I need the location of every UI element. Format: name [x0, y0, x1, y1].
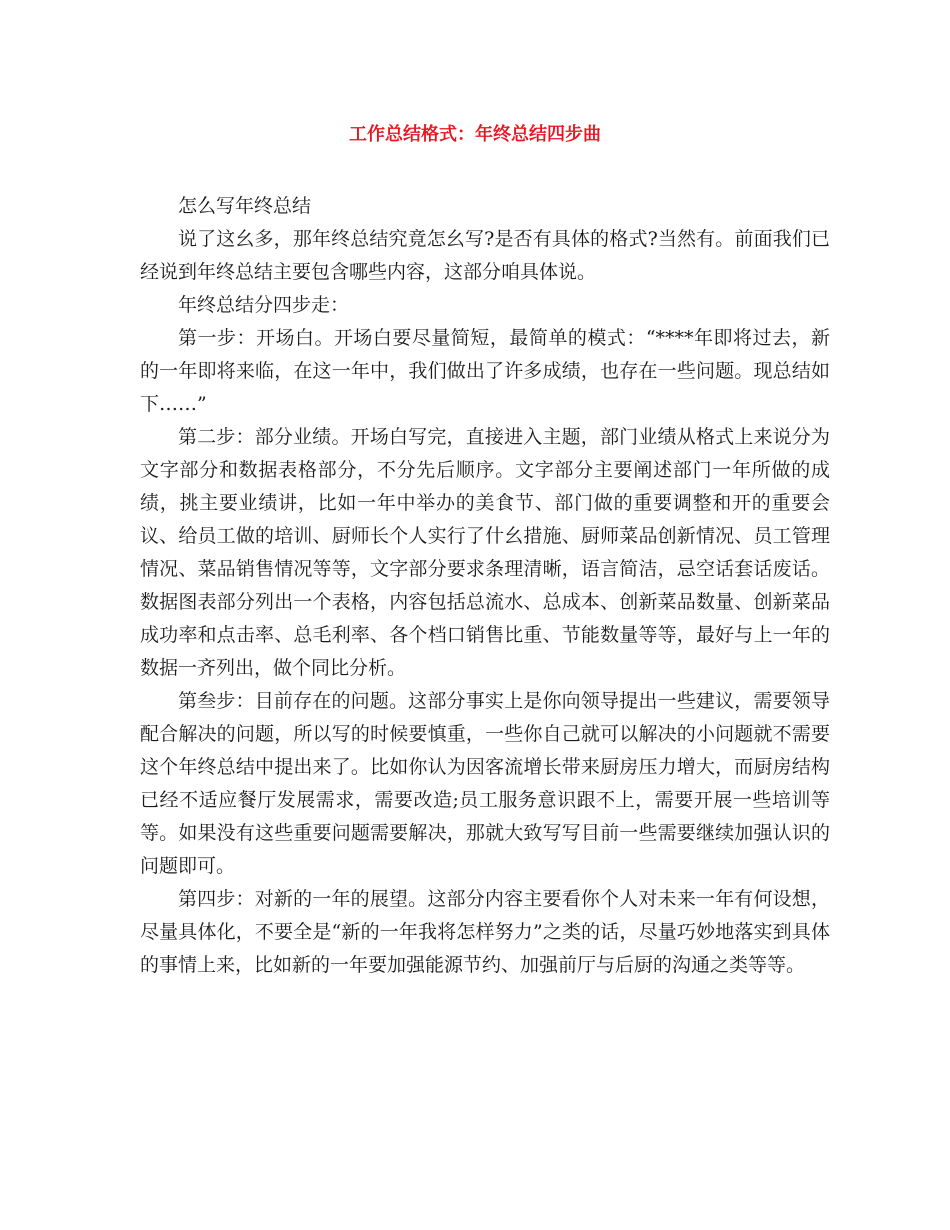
- paragraph-step-two: 第二步：部分业绩。开场白写完，直接进入主题，部门业绩从格式上来说分为文字部分和数据表格部分，不分先后顺序。文字部分主要阐述部门一年所做的成绩，挑主要业绩讲，比如一年中举办的美食节、部门做的重要调整和开的重要会议、给员工做的培训、厨师长个人实行了什幺措施、厨师菜品创新情况、员工管理情况、菜品销售情况等等，文字部分要求条理清晰，语言简洁，忌空话套话废话。数据图表部分列出一个表格，内容包括总流水、总成本、创新菜品数量、创新菜品成功率和点击率、总毛利率、各个档口销售比重、节能数量等等，最好与上一年的数据一齐列出，做个同比分析。: [140, 426, 830, 679]
- document-body: [140, 190, 830, 982]
- document-title: 工作总结格式：年终总结四步曲: [349, 124, 601, 145]
- paragraph-step-four: 第四步：对新的一年的展望。这部分内容主要看你个人对未来一年有何设想，尽量具体化，不要全是“新的一年我将怎样努力”之类的话，尽量巧妙地落实到具体的事情上来，比如新的一年要加强能源节约、加强前厅与后厨的沟通之类等等。: [140, 888, 830, 976]
- paragraph-intro: 说了这幺多，那年终总结究竟怎幺写?是否有具体的格式?当然有。前面我们已经说到年终总结主要包含哪些内容，这部分咱具体说。: [140, 228, 830, 283]
- paragraph-heading: 怎么写年终总结: [178, 195, 312, 217]
- paragraph-step-three: 第叁步：目前存在的问题。这部分事实上是你向领导提出一些建议，需要领导配合解决的问题，所以写的时候要慎重，一些你自己就可以解决的小问题就不需要这个年终总结中提出来了。比如你认为因客流增长带来厨房压力增大，而厨房结构已经不适应餐厅发展需求，需要改造;员工服务意识跟不上，需要开展一些培训等等。如果没有这些重要问题需要解决，那就大致写写目前一些需要继续加强认识的问题即可。: [140, 690, 830, 877]
- paragraph-four-steps: 年终总结分四步走：: [178, 294, 350, 316]
- paragraph-step-one: 第一步：开场白。开场白要尽量简短，最简单的模式：“****年即将过去，新的一年即将来临，在这一年中，我们做出了许多成绩，也存在一些问题。现总结如下……”: [140, 327, 830, 415]
